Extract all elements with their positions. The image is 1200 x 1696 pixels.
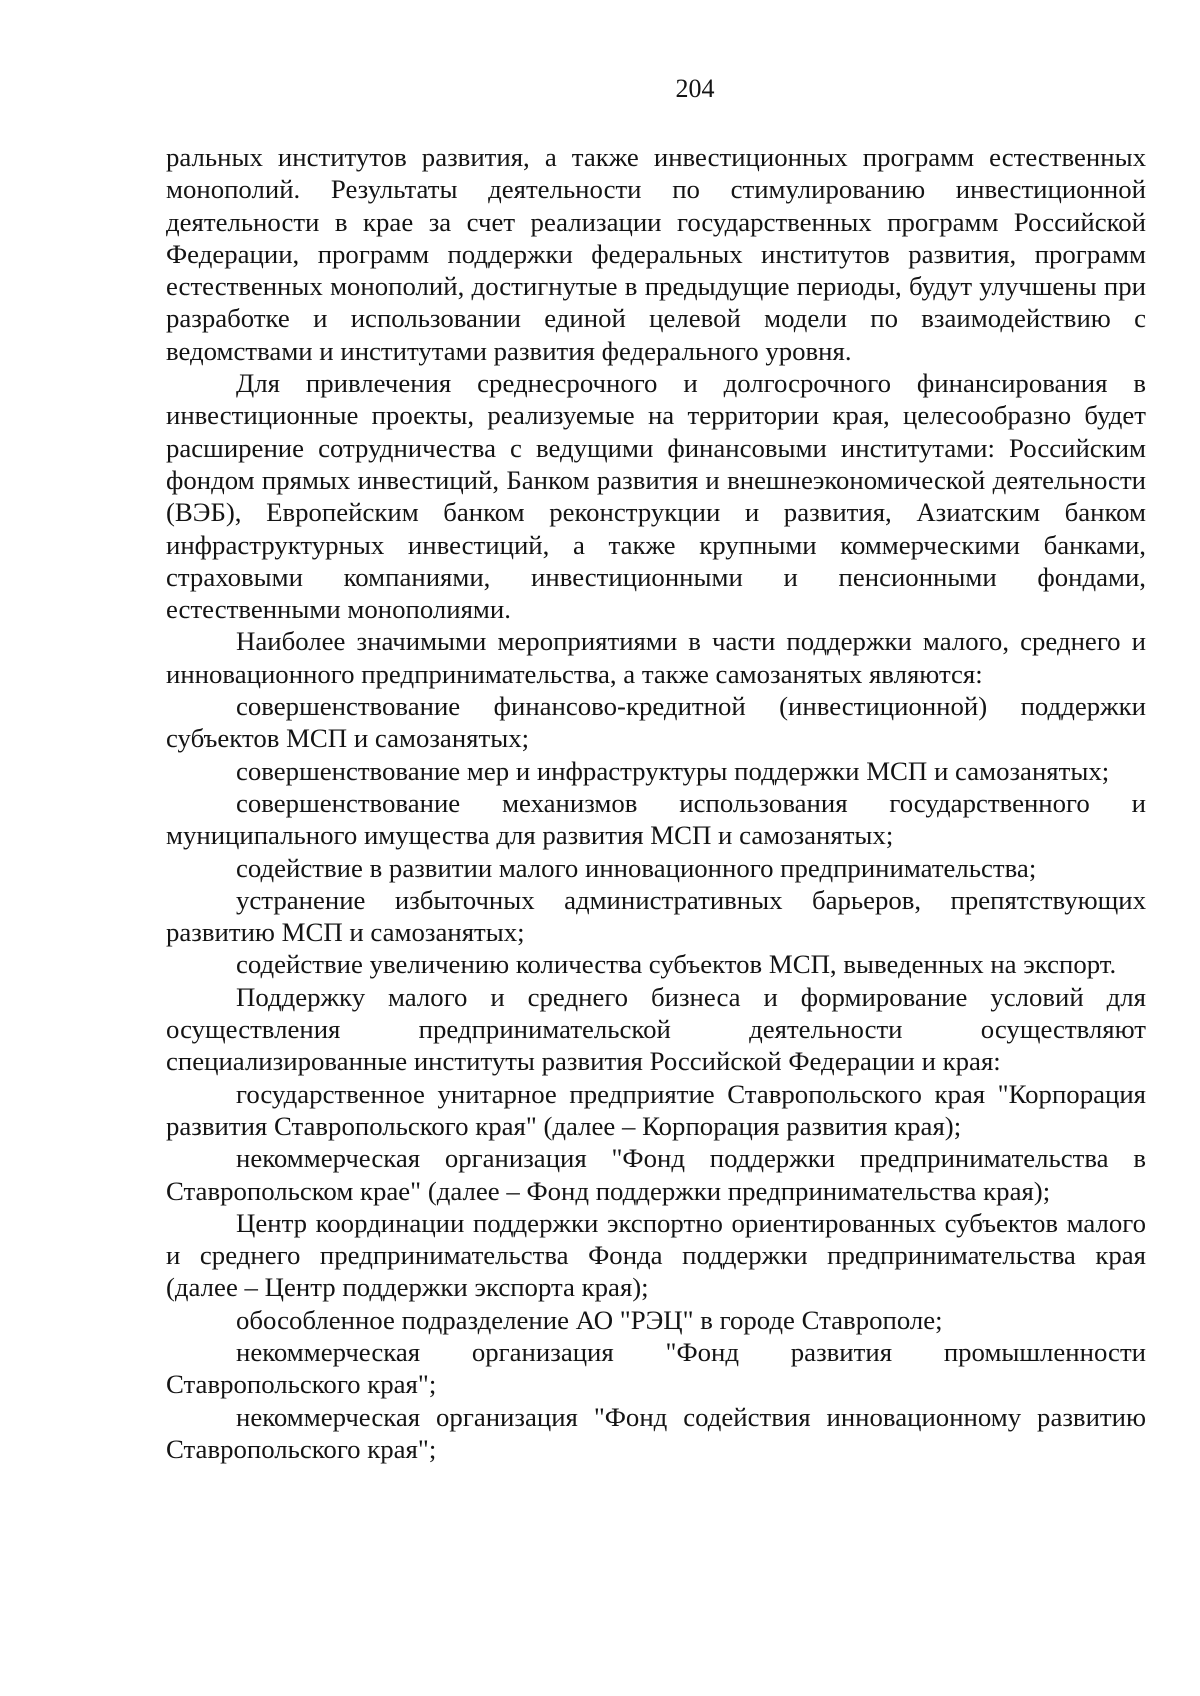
paragraph: устранение избыточных административных барьеров, препятствующих развитию МСП и самозанятых; [166,884,1146,948]
paragraph: совершенствование мер и инфраструктуры поддержки МСП и самозанятых; [236,755,1110,786]
paragraph: содействие увеличению количества субъектов МСП, выведенных на экспорт. [236,949,1117,980]
paragraph: содействие в развитии малого инновационного предпринимательства; [236,852,1037,883]
paragraph: Для привлечения среднесрочного и долгосрочного финансирования в инвестиционные проекты, реализуемые на территории края, целесообразно будет расширение сотрудничества с ведущими финансовыми институтами: Российским фондом прямых инвестиций, Банком развития и внешнеэкономической деятельности (ВЭБ), Европейским банком реконструкции и развития, Азиатским банком инфраструктурных инвестиций, а также крупными коммерческими банками, страховыми компаниями, инвестиционными и пенсионными фондами, естественными монополиями. [166,368,1146,625]
paragraph: некоммерческая организация "Фонд развития промышленности Ставропольского края"; [166,1336,1146,1400]
paragraph: некоммерческая организация "Фонд содействия инновационному развитию Ставропольского края"; [166,1401,1146,1464]
paragraph: совершенствование механизмов использования государственного и муниципального имущества для развития МСП и самозанятых; [166,787,1146,851]
page-number: 204 [675,74,715,103]
paragraph: государственное унитарное предприятие Ставропольского края "Корпорация развития Ставропольского края" (далее – Корпорация развития края); [166,1078,1146,1141]
paragraph: Наиболее значимыми мероприятиями в части поддержки малого, среднего и инновационного предпринимательства, а также самозанятых являются: [166,626,1146,689]
paragraph: совершенствование финансово-кредитной (инвестиционной) поддержки субъектов МСП и самозанятых; [166,691,1146,754]
paragraph: Поддержку малого и среднего бизнеса и формирование условий для осуществления предпринимательской деятельности осуществляют специализированные институты развития Российской Федерации и края: [166,981,1146,1077]
paragraph: некоммерческая организация "Фонд поддержки предпринимательства в Ставропольском крае" (далее – Фонд поддержки предпринимательства края); [166,1143,1146,1206]
paragraph: ральных институтов развития, а также инвестиционных программ естественных монополий. Результаты деятельности по стимулированию инвестиционной деятельности в крае за счет реализации государственных программ Российской Федерации, программ поддержки федеральных институтов развития, программ естественных монополий, достигнутые в предыдущие периоды, будут улучшены при разработке и использовании единой целевой модели по взаимодействию с ведомствами и институтами развития федерального уровня. [166,142,1146,366]
paragraph: Центр координации поддержки экспортно ориентированных субъектов малого и среднего предпринимательства Фонда поддержки предпринимательства края (далее – Центр поддержки экспорта края); [166,1207,1146,1303]
body-text [166,141,1146,1465]
paragraph: обособленное подразделение АО "РЭЦ" в городе Ставрополе; [236,1304,943,1335]
